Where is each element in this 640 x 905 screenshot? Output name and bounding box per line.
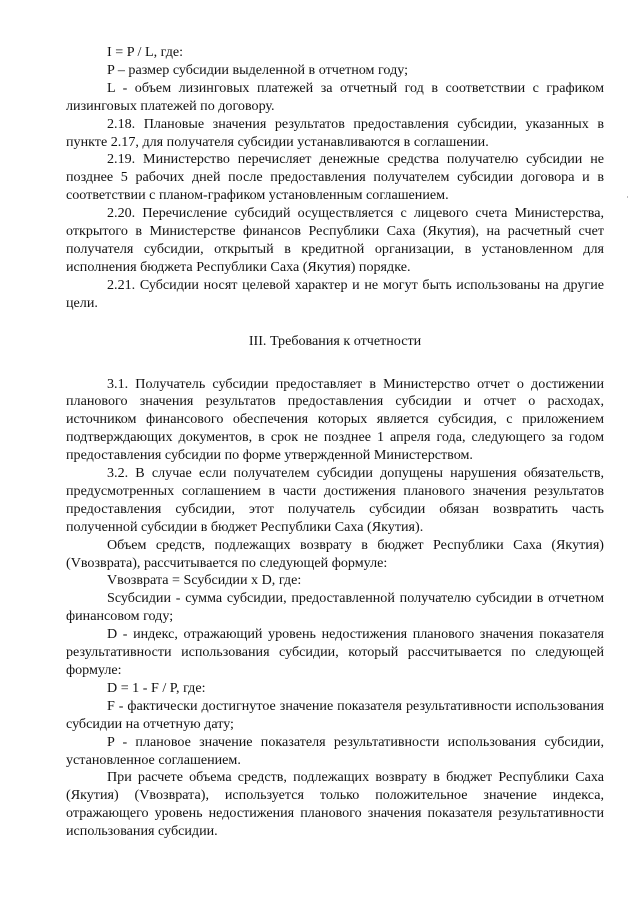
formula-d: D = 1 - F / P, где:: [107, 679, 206, 696]
definition-s: Sсубсидии - сумма субсидии, предоставленной получателю субсидии в отчетном финансовом году;: [66, 590, 604, 625]
definition-d: D - индекс, отражающий уровень недостижения планового значения показателя результативности использования субсидии, который рассчитывается по следующей формуле:: [66, 626, 604, 678]
paragraph-3-2: 3.2. В случае если получателем субсидии допущены нарушения обязательств, предусмотренных соглашением в части достижения планового значения результатов предоставления субсидии, этот получатель субсидии обязан возвратить часть полученной субсидии в бюджет Республики Саха (Якутия).: [66, 465, 604, 535]
definition-p-plan: P - плановое значение показателя результативности использования субсидии, установленное соглашением.: [66, 733, 604, 768]
paragraph-refund-volume: Объем средств, подлежащих возврату в бюджет Республики Саха (Якутия) (Vвозврата), рассчитывается по следующей формуле:: [66, 536, 604, 571]
paragraph-2-20: 2.20. Перечисление субсидий осуществляется с лицевого счета Министерства, открытого в Министерстве финансов Республики Саха (Якутия), на расчетный счет получателя субсидии, открытый в кредитной организации, в установленном для исполнения бюджета Республики Саха (Якутия) порядке.: [66, 205, 604, 275]
formula-i: I = P / L, где:: [107, 44, 184, 60]
paragraph-3-1: 3.1. Получатель субсидии предоставляет в Министерство отчет о достижении планового значения результатов предоставления субсидии и отчет о расходах, источником финансового обеспечения которых является субсидия, с приложением подтверждающих документов, в срок не позднее 1 апреля года, следующего за годом предоставления субсидии по форме утвержденной Министерством.: [66, 375, 604, 464]
paragraph-2-19: 2.19. Министерство перечисляет денежные средства получателю субсидии не позднее 5 рабочих дней после предоставления получателем субсидии договора и в соответствии с планом-графиком установленным соглашением.: [66, 151, 604, 204]
document-page: [66, 44, 604, 841]
section-heading: III. Требования к отчетности: [248, 332, 422, 349]
definition-p: P – размер субсидии выделенной в отчетном году;: [107, 61, 409, 78]
paragraph-2-21: 2.21. Субсидии носят целевой характер и не могут быть использованы на другие цели.: [66, 276, 604, 311]
definition-f: F - фактически достигнутое значение показателя результативности использования субсидии на отчетную дату;: [66, 697, 604, 732]
scan-speck: [627, 196, 628, 198]
formula-v: Vвозврата = Sсубсидии x D, где:: [107, 572, 302, 589]
definition-l: L - объем лизинговых платежей за отчетный год в соответствии с графиком лизинговых платежей по договору.: [66, 79, 604, 114]
paragraph-positive-index: При расчете объема средств, подлежащих возврату в бюджет Республики Саха (Якутия) (Vвозврата), используется только положительное значение индекса, отражающего уровень недостижения планового значения показателя результативности использования субсидии.: [66, 769, 604, 840]
paragraph-2-18: 2.18. Плановые значения результатов предоставления субсидии, указанных в пункте 2.17, для получателя субсидии устанавливаются в соглашении.: [66, 115, 604, 150]
